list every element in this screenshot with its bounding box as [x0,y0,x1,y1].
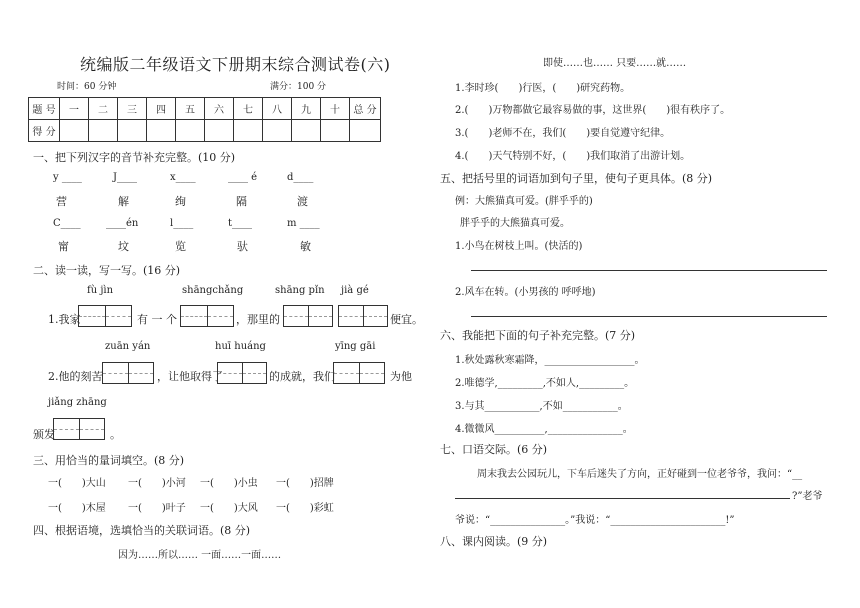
exercise-item: 1.小鸟在树枝上叫。(快活的) [455,241,583,252]
table-cell: 四 [147,98,176,120]
measure-word-item: 一( )木屋 [48,503,106,514]
sentence-text: 为他 [390,370,412,383]
exercise-item: 2.风车在转。(小男孩的 呼呼地) [455,287,596,298]
sentence-text: 颁发 [33,428,55,441]
pinyin-blank: ____ é [228,172,258,183]
measure-word-item: 一( )小河 [128,478,186,489]
sentence-text: ，让他取得了 [157,370,223,383]
pinyin-label: huī huáng [215,341,266,352]
table-cell: 六 [205,98,234,120]
score-cell[interactable] [350,120,381,142]
writing-grid[interactable] [102,362,154,384]
q7-heading: 七、口语交际。(6 分) [440,443,548,456]
q5-heading: 五、把括号里的词语加到句子里，使句子更具体。(8 分) [440,172,713,185]
pinyin-blank: x____ [170,172,196,183]
dialogue-text: 爷说：“_______________。”我说：“_______________________!” [455,515,735,526]
sentence-text: 有 一 个 [137,313,177,326]
pinyin-label: yīng gāi [335,341,376,352]
measure-word-item: 一( )大山 [48,478,106,489]
hanzi: 隔 [236,195,247,208]
score-cell[interactable] [60,120,89,142]
table-cell: 三 [118,98,147,120]
q6-heading: 六、我能把下面的句子补充完整。(7 分) [440,329,636,342]
q8-heading: 八、课内阅读。(9 分) [440,535,548,548]
conjunction-options: 即使……也…… 只要……就…… [543,58,687,69]
pinyin-label: fù jìn [87,285,114,296]
sentence-text: 。 [110,428,121,441]
writing-grid[interactable] [53,418,105,440]
answer-line[interactable] [455,498,790,499]
q4-heading: 四、根据语境，选填恰当的关联词语。(8 分) [33,524,251,537]
fill-item: 4.微微风__________,_______________。 [455,424,633,435]
measure-word-item: 一( )大风 [200,503,258,514]
writing-grid[interactable] [283,305,333,327]
pinyin-blank: m ____ [287,218,320,229]
conjunction-options: 因为……所以…… 一面……一面…… [118,550,282,561]
answer-line[interactable] [471,270,827,271]
score-cell[interactable] [89,120,118,142]
fill-item: 2.唯德学,_________,不如人,_________。 [455,378,635,389]
score-cell[interactable] [263,120,292,142]
hanzi: 敏 [300,240,311,253]
writing-grid[interactable] [78,305,132,327]
hanzi: 营 [56,195,67,208]
sentence-text: ，那里的 [236,313,280,326]
example-answer: 胖乎乎的大熊猫真可爱。 [460,218,570,229]
measure-word-item: 一( )小虫 [200,478,258,489]
q3-heading: 三、用恰当的量词填空。(8 分) [33,454,185,467]
hanzi: 解 [118,195,129,208]
sentence-text: 2.他的刻苦 [48,370,103,383]
dialogue-text: ?”老爷 [792,491,823,502]
score-cell[interactable] [292,120,321,142]
q2-heading: 二、读一读，写一写。(16 分) [33,264,181,277]
table-cell: 九 [292,98,321,120]
table-cell: 二 [89,98,118,120]
pinyin-blank: C____ [53,218,81,229]
score-cell[interactable] [321,120,350,142]
writing-grid[interactable] [217,362,267,384]
page-title: 统编版二年级语文下册期末综合测试卷(六) [80,55,391,74]
pinyin-blank: J____ [113,172,138,183]
fill-item: 3.与其___________,不如___________。 [455,401,628,412]
dialogue-text: 周末我去公园玩儿，下车后迷失了方向，正好碰到一位老爷爷，我问：“__ [477,469,803,480]
measure-word-item: 一( )彩虹 [276,503,334,514]
table-cell: 得 分 [29,120,60,142]
score-cell[interactable] [234,120,263,142]
score-table-header-row [29,98,381,120]
score-cell[interactable] [176,120,205,142]
pinyin-blank: y ____ [53,172,82,183]
conjunction-item: 2.( )万物都做它最容易做的事，这世界( )很有秩序了。 [455,105,731,116]
conjunction-item: 4.( )天气特别不好，( )我们取消了出游计划。 [455,151,691,162]
hanzi: 坟 [118,240,129,253]
conjunction-item: 3.( )老师不在，我们( )要自觉遵守纪律。 [455,128,671,139]
pinyin-label: shāng pǐn [275,285,325,296]
score-cell[interactable] [205,120,234,142]
hanzi: 绚 [175,195,186,208]
score-table-score-row [29,120,381,142]
fill-item: 1.秋处露秋寒霜降，__________________。 [455,355,645,366]
pinyin-blank: d____ [287,172,314,183]
pinyin-blank: ____én [106,218,139,229]
writing-grid[interactable] [333,362,385,384]
table-cell: 十 [321,98,350,120]
sentence-text: 的成就，我们 [269,370,335,383]
measure-word-item: 一( )招牌 [276,478,334,489]
sentence-text: 1.我家 [48,313,81,326]
q1-heading: 一、把下列汉字的音节补充完整。(10 分) [33,151,236,164]
table-cell: 八 [263,98,292,120]
score-table [28,97,381,142]
pinyin-label: zuān yán [105,341,151,352]
measure-word-item: 一( )叶子 [128,503,186,514]
hanzi: 甯 [58,240,69,253]
answer-line[interactable] [471,316,827,317]
hanzi: 驮 [237,240,248,253]
pinyin-label: jià gé [341,285,369,296]
sentence-text: 便宜。 [390,313,423,326]
conjunction-item: 1.李时珍( )行医，( )研究药物。 [455,83,631,94]
table-cell: 题 号 [29,98,60,120]
exam-time: 时间：60 分钟 [57,82,117,92]
table-cell: 一 [60,98,89,120]
pinyin-blank: l____ [170,218,194,229]
writing-grid[interactable] [180,305,234,327]
table-cell: 总 分 [350,98,381,120]
score-cell[interactable] [147,120,176,142]
pinyin-label: shāngchǎng [182,285,244,296]
table-cell: 五 [176,98,205,120]
score-cell[interactable] [118,120,147,142]
table-cell: 七 [234,98,263,120]
pinyin-label: jiǎng zhāng [48,397,107,408]
hanzi: 览 [175,240,186,253]
example-text: 例：大熊猫真可爱。(胖乎乎的) [455,196,593,207]
full-score: 满分：100 分 [270,82,327,92]
hanzi: 渡 [297,195,308,208]
pinyin-blank: t____ [228,218,253,229]
writing-grid[interactable] [338,305,388,327]
